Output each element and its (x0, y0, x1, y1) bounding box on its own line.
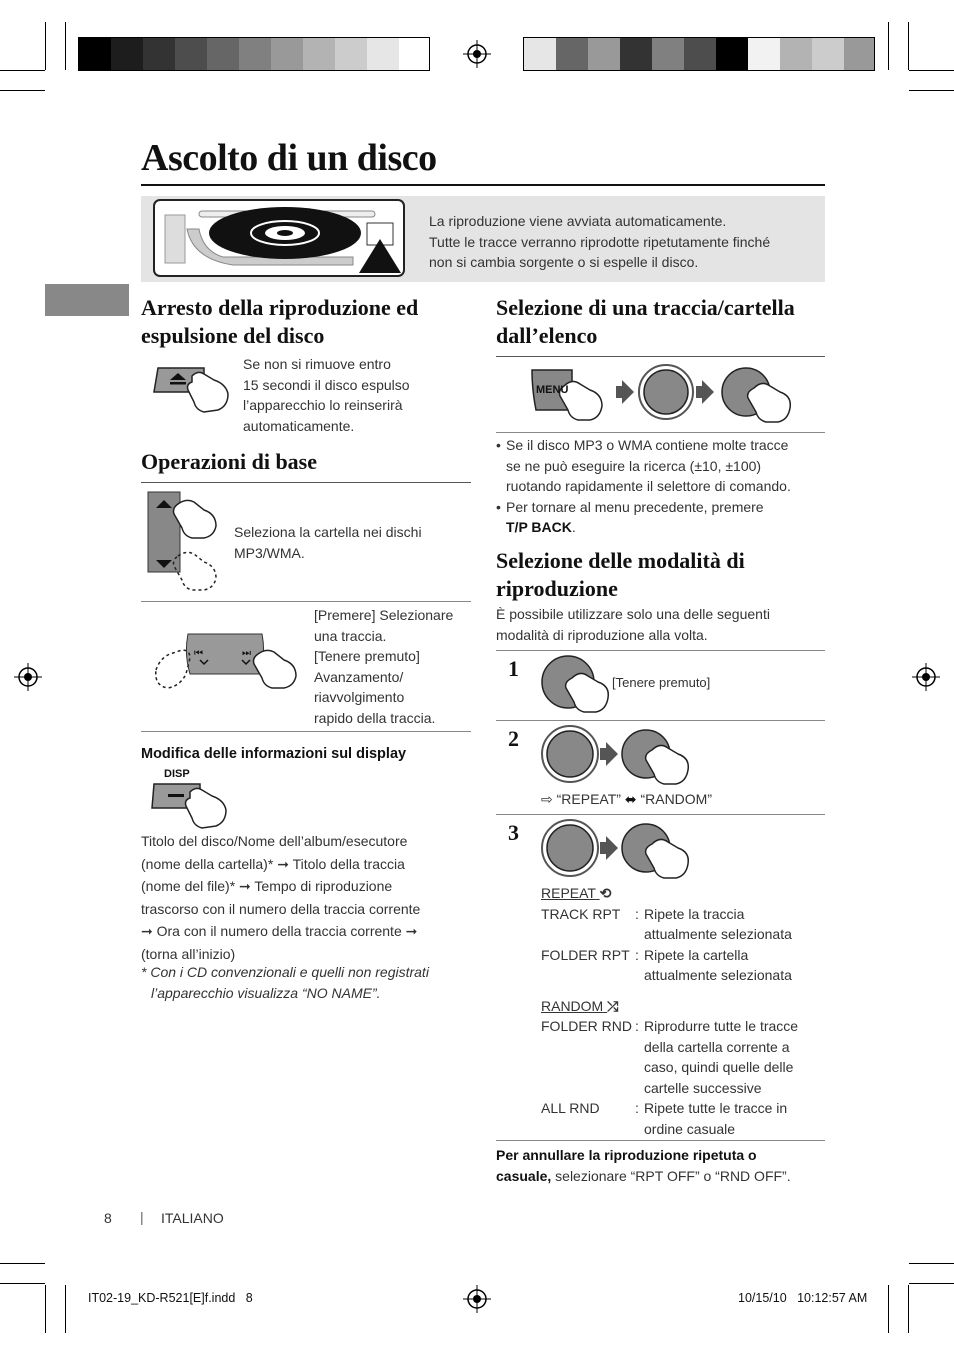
registration-mark-bottom (463, 1285, 491, 1313)
random-table (541, 1016, 798, 1139)
table-row: FOLDER RPT : Ripete la cartella attualmente selezionata (541, 946, 792, 983)
random-label: RANDOM (541, 997, 604, 1014)
table-row: TRACK RPT : Ripete la traccia attualmente selezionata (541, 905, 792, 942)
cancel-note: Per annullare la riproduzione ripetuta o casuale, selezionare “RPT OFF” o “RND OFF”. (496, 1147, 791, 1184)
title-rule (141, 184, 825, 186)
track-text: [Premere] Selezionare una traccia. [Tenere premuto] Avanzamento/ riavvolgimento rapido della traccia. (314, 607, 454, 726)
double-arrow-icon: ⬌ (624, 791, 637, 807)
control-dial-hold-icon (538, 654, 614, 714)
step-1-number: 1 (508, 656, 519, 681)
stop-heading: Arresto della riproduzione ed espulsione del disco (141, 295, 419, 348)
dial-turn-press-icon (538, 724, 694, 786)
step-1-label: [Tenere premuto] (612, 675, 711, 690)
modes-intro: È possibile utilizzare solo una delle seguenti modalità di riproduzione alla volta. (496, 606, 770, 643)
registration-mark-left (14, 663, 42, 691)
shuffle-icon: ⤮ (607, 997, 619, 1014)
language-tab (45, 284, 129, 316)
modes-list (541, 883, 831, 1139)
modes-heading: Selezione delle modalità di riproduzione (496, 548, 745, 601)
svg-text:⏭: ⏭ (242, 648, 251, 659)
step-2-number: 2 (508, 726, 519, 751)
repeat-label: REPEAT (541, 885, 596, 901)
folder-up-down-button-icon (144, 490, 226, 592)
page-title: Ascolto di un disco (141, 137, 437, 179)
display-note: * Con i CD convenzionali e quelli non registrati l’apparecchio visualizza “NO NAME”. (141, 964, 429, 1001)
eject-button-icon (152, 366, 234, 414)
list-heading: Selezione di una traccia/cartella dall’elenco (496, 295, 795, 348)
track-skip-buttons-icon (150, 630, 302, 692)
hollow-arrow-icon: ⇨ (541, 791, 553, 807)
print-slug-date: 10/15/10 10:12:57 AM (738, 1291, 868, 1305)
stop-text: Se non si rimuove entro 15 secondi il disco espulso l’apparecchio lo reinserirà automaticamente. (243, 356, 410, 434)
disp-button-label: DISP (164, 768, 190, 780)
display-sequence: Titolo del disco/Nome dell’album/esecutore (nome della cartella)* ➞ Titolo della traccia (nome del file)* ➞ Tempo di riproduzione trascorso con il numero della traccia corrente ➞ Ora con il numero della traccia corrente ➞ (torna all’inizio) (141, 833, 421, 962)
menu-control-dial-illustration (528, 360, 798, 428)
table-row: FOLDER RND : Riprodurre tutte le tracce della cartella corrente a caso, quindi quelle delle cartelle successive (541, 1018, 799, 1096)
repeat-table (541, 904, 792, 986)
menu-button-label: MENU (536, 384, 569, 396)
footer-language: ITALIANO (161, 1210, 224, 1226)
dial-turn-press-icon-2 (538, 818, 694, 880)
intro-text: La riproduzione viene avviata automaticamente. Tutte le tracce verranno riprodotte ripetutamente finché non si cambia sorgente o si espelle il disco. (429, 213, 771, 270)
page-number: 8 (104, 1210, 112, 1226)
arrow-icon: ➞ (141, 923, 153, 939)
step-3-number: 3 (508, 820, 519, 845)
print-slug-file: IT02-19_KD-R521[E]f.indd 8 (88, 1291, 253, 1305)
folder-text: Seleziona la cartella nei dischi MP3/WMA. (234, 524, 422, 561)
svg-text:⏮: ⏮ (194, 648, 203, 659)
cd-player-insert-illustration (153, 199, 405, 277)
arrow-icon: ➞ (405, 923, 418, 939)
repeat-icon: ⟲ (599, 885, 612, 901)
registration-mark-top (463, 40, 491, 68)
list-bullets: • Se il disco MP3 o WMA contiene molte tracce se ne può eseguire la ricerca (±10, ±100) ruotando rapidamente il selettore di comando. • Per tornare al menu precedente, premere T/P BACK. (496, 437, 791, 535)
basic-heading: Operazioni di base (141, 449, 318, 474)
display-heading: Modifica delle informazioni sul display (141, 746, 407, 762)
arrow-icon: ➞ (239, 878, 251, 894)
disp-button-icon (150, 782, 232, 830)
footer-separator: | (140, 1209, 144, 1225)
repeat-random-toggle: ⇨ “REPEAT” ⬌ “RANDOM” (541, 791, 712, 807)
arrow-icon: ➞ (277, 855, 289, 872)
registration-mark-right (912, 663, 940, 691)
table-row: ALL RND : Ripete tutte le tracce in ordine casuale (541, 1100, 788, 1137)
